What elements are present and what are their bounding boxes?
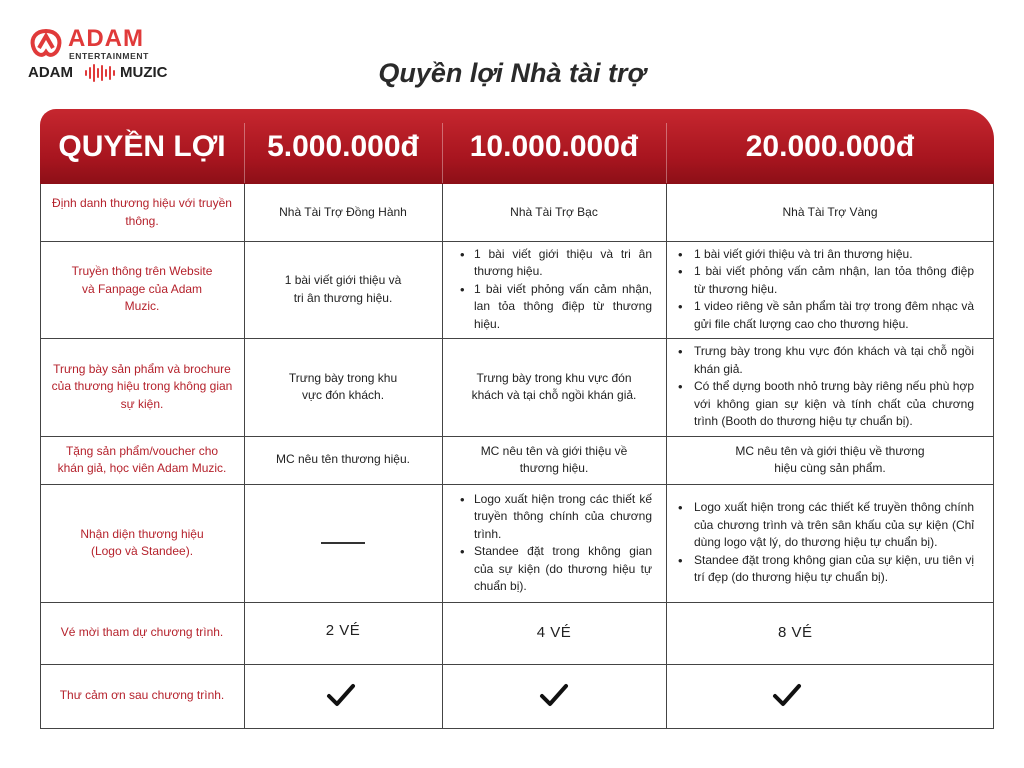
list-item: • 1 bài viết phỏng vấn cảm nhận, lan tỏa thông điệp từ thương hiệu. [456, 281, 652, 334]
list-item: • Standee đặt trong không gian của sự kiện, ưu tiên vị trí đẹp (do thương hiệu tự chuẩn bị). [694, 552, 974, 587]
list-item: • 1 bài viết giới thiệu và tri ân thương hiệu. [694, 246, 974, 264]
benefit-tickets: Vé mời tham dự chương trình. [60, 625, 224, 640]
check-icon [326, 683, 356, 709]
tier1-tickets: 2 VÉ [325, 622, 361, 639]
list-item: • Standee đặt trong không gian của sự kiện (do thương hiệu tự chuẩn bị). [456, 543, 652, 596]
tier2-tickets: 4 VÉ [536, 624, 572, 641]
list-item: • 1 bài viết giới thiệu và tri ân thương hiệu. [456, 246, 652, 281]
benefit-logo-standee: Nhận diện thương hiệu (Logo và Standee). [80, 526, 204, 558]
tier1-product-display: Trưng bày trong khu vực đón khách. [288, 370, 398, 402]
list-item: • Có thể dựng booth nhỏ trưng bày riêng nếu phù hợp với không gian sự kiện và tính chất của chương trình (Booth do thương hiệu tự chuẩn bị). [694, 378, 974, 431]
list-item: • 1 video riêng về sản phẩm tài trợ trong đêm nhạc và gửi file chất lượng cao cho thương hiệu. [694, 298, 974, 333]
tier2-logo-standee [442, 484, 666, 602]
tier3-brand-identification: Nhà Tài Trợ Vàng [782, 204, 878, 219]
header-tier-20m: 20.000.000đ [745, 129, 915, 163]
list-item: • 1 bài viết phỏng vấn cảm nhận, lan tỏa thông điệp từ thương hiệu. [694, 263, 974, 298]
list-item: • Logo xuất hiện trong các thiết kế truyền thông chính của chương trình. [456, 491, 652, 544]
tier1-brand-identification: Nhà Tài Trợ Đồng Hành [279, 204, 407, 219]
table-header [40, 109, 994, 184]
brand-subtitle: ENTERTAINMENT [69, 51, 149, 61]
benefit-website-fanpage: Truyền thông trên Website và Fanpage của Adam Muzic. [71, 264, 213, 314]
tier1-voucher: MC nêu tên thương hiệu. [276, 452, 410, 467]
page-title: Quyền lợi Nhà tài trợ [378, 58, 646, 88]
tier1-logo-standee [244, 484, 442, 602]
benefit-brand-identification: Định danh thương hiệu với truyền thông. [52, 196, 232, 228]
music-brand-word1: ADAM [28, 64, 73, 81]
empty-dash [321, 542, 365, 544]
tier3-voucher: MC nêu tên và giới thiệu về thương hiệu cùng sản phẩm. [735, 443, 925, 475]
tier3-product-display [666, 338, 994, 436]
benefit-voucher: Tặng sản phẩm/voucher cho khán giả, học viên Adam Muzic. [57, 443, 227, 475]
tier1-thank-you-letter [244, 664, 442, 728]
adam-logo-icon [28, 28, 64, 60]
list-item: • Logo xuất hiện trong các thiết kế truyền thông chính của chương trình và trên sân khấu của sự kiện (Chỉ dùng logo vật lý, do thương hiệu tự chuẩn bị). [694, 499, 974, 552]
tier2-voucher: MC nêu tên và giới thiệu về thương hiệu. [480, 443, 628, 475]
tier1-website-fanpage: 1 bài viết giới thiệu và tri ân thương hiệu. [284, 273, 402, 305]
list-item: • Trưng bày trong khu vực đón khách và tại chỗ ngồi khán giả. [694, 343, 974, 378]
tier3-website-fanpage [666, 241, 994, 338]
header-benefits-label: QUYỀN LỢI [58, 129, 226, 163]
header-tier-5m: 5.000.000đ [267, 129, 419, 163]
tier2-thank-you-letter [442, 664, 666, 728]
tier2-product-display: Trưng bày trong khu vực đón khách và tại chỗ ngồi khán giả. [471, 370, 637, 402]
music-brand-word2: MUZIC [120, 64, 168, 81]
benefit-thank-you-letter: Thư cảm ơn sau chương trình. [59, 688, 225, 703]
tier2-brand-identification: Nhà Tài Trợ Bạc [510, 204, 598, 219]
tier2-website-fanpage [442, 241, 666, 338]
tier3-tickets: 8 VÉ [778, 624, 813, 641]
brand-name: ADAM [68, 25, 144, 52]
tier3-thank-you-letter [666, 664, 994, 728]
header-tier-10m: 10.000.000đ [469, 129, 639, 163]
tier3-logo-standee [666, 484, 994, 602]
check-icon [772, 683, 802, 709]
check-icon [539, 683, 569, 709]
benefit-product-display: Trưng bày sản phẩm và brochure của thương hiệu trong không gian sự kiện. [51, 361, 233, 411]
